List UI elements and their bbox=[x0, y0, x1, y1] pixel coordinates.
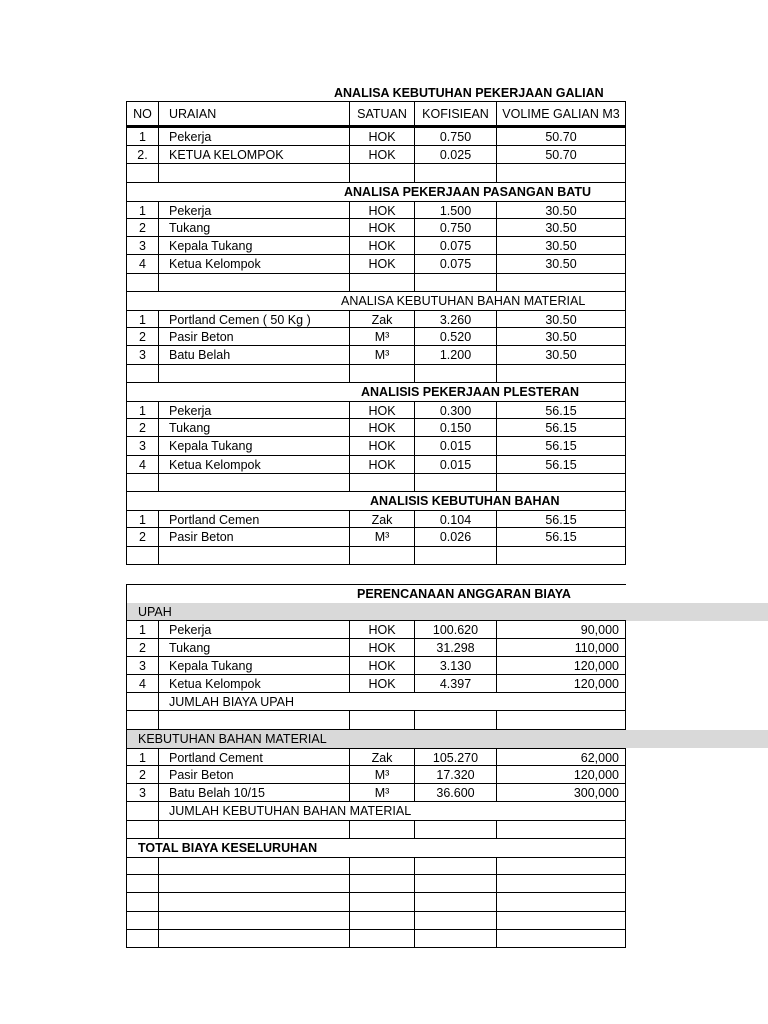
table-cell[interactable] bbox=[349, 893, 414, 911]
table-cell[interactable]: KETUA KELOMPOK bbox=[158, 146, 349, 164]
table-cell[interactable]: HOK bbox=[349, 456, 414, 474]
table-cell[interactable]: 105.270 bbox=[414, 748, 496, 766]
table-cell[interactable]: 3 bbox=[126, 657, 158, 675]
table-cell[interactable] bbox=[414, 930, 496, 948]
table-cell[interactable]: HOK bbox=[349, 201, 414, 219]
table-cell[interactable]: HOK bbox=[349, 675, 414, 693]
table-cell[interactable] bbox=[158, 274, 349, 292]
table-cell[interactable] bbox=[496, 893, 626, 911]
table-cell[interactable]: Zak bbox=[349, 748, 414, 766]
table-cell[interactable]: 1 bbox=[126, 748, 158, 766]
table-row bbox=[126, 547, 626, 565]
table-cell[interactable] bbox=[158, 857, 349, 875]
table-cell[interactable]: 0.104 bbox=[414, 510, 496, 528]
table-cell[interactable] bbox=[496, 274, 626, 292]
table-row bbox=[126, 419, 626, 437]
table-cell[interactable]: Ketua Kelompok bbox=[158, 255, 349, 273]
table-cell[interactable]: 1 bbox=[126, 201, 158, 219]
table-cell[interactable]: 1 bbox=[126, 620, 158, 638]
table-cell[interactable] bbox=[349, 875, 414, 893]
table-cell[interactable]: M³ bbox=[349, 528, 414, 546]
table-row bbox=[126, 912, 626, 930]
table-cell[interactable]: 120,000 bbox=[496, 657, 626, 675]
table-cell[interactable]: 3 bbox=[126, 437, 158, 455]
table-cell[interactable] bbox=[349, 711, 414, 729]
table-cell[interactable]: 110,000 bbox=[496, 639, 626, 657]
table-cell[interactable]: JUMLAH BIAYA UPAH bbox=[158, 693, 626, 711]
bahan-title: ANALISIS KEBUTUHAN BAHAN bbox=[370, 494, 560, 508]
table-cell[interactable]: M³ bbox=[349, 328, 414, 346]
table-cell[interactable] bbox=[158, 875, 349, 893]
table-cell[interactable]: KOFISIEAN bbox=[414, 101, 496, 128]
table-cell[interactable] bbox=[496, 821, 626, 839]
table-row bbox=[126, 474, 626, 492]
table-cell[interactable]: 2 bbox=[126, 639, 158, 657]
table-cell[interactable]: Zak bbox=[349, 510, 414, 528]
table-cell[interactable]: 4 bbox=[126, 255, 158, 273]
table-cell[interactable]: 1.200 bbox=[414, 346, 496, 364]
table-header bbox=[126, 101, 626, 128]
table-row bbox=[126, 310, 626, 328]
table-cell[interactable]: 30.50 bbox=[496, 346, 626, 364]
table-cell[interactable] bbox=[349, 821, 414, 839]
table-cell[interactable]: 2 bbox=[126, 219, 158, 237]
table-cell[interactable]: Kepala Tukang bbox=[158, 437, 349, 455]
table-row bbox=[126, 255, 626, 273]
material-label: KEBUTUHAN BAHAN MATERIAL bbox=[138, 732, 327, 747]
table-cell[interactable]: Tukang bbox=[158, 639, 349, 657]
table-cell[interactable] bbox=[349, 857, 414, 875]
table-cell[interactable]: Kepala Tukang bbox=[158, 237, 349, 255]
table-cell[interactable]: M³ bbox=[349, 766, 414, 784]
table-cell[interactable] bbox=[126, 802, 158, 820]
table-cell[interactable]: 36.600 bbox=[414, 784, 496, 802]
table-cell[interactable]: 0.025 bbox=[414, 146, 496, 164]
material-row-border bbox=[126, 730, 626, 748]
table-row bbox=[126, 675, 626, 693]
table-cell[interactable]: 30.50 bbox=[496, 237, 626, 255]
table-cell[interactable]: Tukang bbox=[158, 219, 349, 237]
table-cell[interactable] bbox=[414, 893, 496, 911]
table-cell[interactable] bbox=[126, 547, 158, 565]
table-cell[interactable]: 2. bbox=[126, 146, 158, 164]
table-cell[interactable]: 4 bbox=[126, 675, 158, 693]
table-cell[interactable]: 56.15 bbox=[496, 419, 626, 437]
table-cell[interactable]: Kepala Tukang bbox=[158, 657, 349, 675]
table-cell[interactable] bbox=[126, 857, 158, 875]
table-cell[interactable] bbox=[126, 893, 158, 911]
table-cell[interactable] bbox=[349, 912, 414, 930]
table-row bbox=[126, 401, 626, 419]
table-cell[interactable] bbox=[496, 875, 626, 893]
table-cell[interactable] bbox=[158, 365, 349, 383]
table-cell[interactable]: 120,000 bbox=[496, 675, 626, 693]
table-cell[interactable]: 2 bbox=[126, 528, 158, 546]
table-row bbox=[126, 164, 626, 182]
table-cell[interactable]: 30.50 bbox=[496, 255, 626, 273]
table-cell[interactable]: 1 bbox=[126, 128, 158, 146]
table-cell[interactable]: Ketua Kelompok bbox=[158, 675, 349, 693]
table-cell[interactable]: Batu Belah bbox=[158, 346, 349, 364]
upah-row-border bbox=[126, 602, 626, 620]
table-cell[interactable]: 50.70 bbox=[496, 128, 626, 146]
table-cell[interactable]: Pasir Beton bbox=[158, 766, 349, 784]
table-cell[interactable] bbox=[414, 547, 496, 565]
table-cell[interactable]: 56.15 bbox=[496, 437, 626, 455]
table-row bbox=[126, 437, 626, 455]
table-cell[interactable] bbox=[158, 474, 349, 492]
anggaran-title: PERENCANAAN ANGGARAN BIAYA bbox=[357, 586, 571, 601]
table-cell[interactable]: 90,000 bbox=[496, 620, 626, 638]
table-cell[interactable]: 0.015 bbox=[414, 437, 496, 455]
table-cell[interactable] bbox=[414, 365, 496, 383]
table-cell[interactable] bbox=[496, 912, 626, 930]
jumlah-upah-row bbox=[126, 693, 626, 711]
table-cell[interactable] bbox=[496, 857, 626, 875]
table-row bbox=[126, 857, 626, 875]
table-cell[interactable]: HOK bbox=[349, 128, 414, 146]
table-row bbox=[126, 510, 626, 528]
table-cell[interactable]: Pekerja bbox=[158, 620, 349, 638]
table-cell[interactable]: 0.750 bbox=[414, 128, 496, 146]
table-cell[interactable]: 62,000 bbox=[496, 748, 626, 766]
table-cell[interactable]: 1 bbox=[126, 310, 158, 328]
table-cell[interactable] bbox=[158, 711, 349, 729]
table-cell[interactable] bbox=[349, 547, 414, 565]
table-cell[interactable] bbox=[349, 930, 414, 948]
table-row bbox=[126, 128, 626, 146]
table-cell[interactable] bbox=[496, 164, 626, 182]
table-cell[interactable]: Ketua Kelompok bbox=[158, 456, 349, 474]
table-cell[interactable] bbox=[496, 930, 626, 948]
table-cell[interactable]: HOK bbox=[349, 437, 414, 455]
table-cell[interactable]: 56.15 bbox=[496, 456, 626, 474]
table-cell[interactable] bbox=[126, 711, 158, 729]
table-cell[interactable]: 0.015 bbox=[414, 456, 496, 474]
jumlah-material-row bbox=[126, 802, 626, 820]
table-cell[interactable]: Portland Cemen bbox=[158, 510, 349, 528]
table-cell[interactable]: JUMLAH KEBUTUHAN BAHAN MATERIAL bbox=[158, 802, 626, 820]
table-cell[interactable] bbox=[126, 274, 158, 292]
table-cell[interactable]: Zak bbox=[349, 310, 414, 328]
table-cell[interactable]: HOK bbox=[349, 639, 414, 657]
table-cell[interactable] bbox=[126, 474, 158, 492]
table-row bbox=[126, 784, 626, 802]
table-row bbox=[126, 930, 626, 948]
table-cell[interactable]: 100.620 bbox=[414, 620, 496, 638]
table-cell[interactable]: 0.150 bbox=[414, 419, 496, 437]
table-cell[interactable]: 50.70 bbox=[496, 146, 626, 164]
table-row bbox=[126, 620, 626, 638]
table-cell[interactable] bbox=[126, 693, 158, 711]
table-cell[interactable] bbox=[126, 875, 158, 893]
table-cell[interactable]: HOK bbox=[349, 657, 414, 675]
table-cell[interactable]: 2 bbox=[126, 419, 158, 437]
table-row bbox=[126, 639, 626, 657]
table-cell[interactable] bbox=[126, 365, 158, 383]
table-cell[interactable]: 1 bbox=[126, 510, 158, 528]
table-cell[interactable] bbox=[158, 912, 349, 930]
table-cell[interactable]: HOK bbox=[349, 401, 414, 419]
table-cell[interactable]: Portland Cemen ( 50 Kg ) bbox=[158, 310, 349, 328]
table-cell[interactable]: Pekerja bbox=[158, 401, 349, 419]
table-cell[interactable] bbox=[349, 274, 414, 292]
table-cell[interactable]: 300,000 bbox=[496, 784, 626, 802]
table-cell[interactable] bbox=[414, 875, 496, 893]
table-row bbox=[126, 766, 626, 784]
table-cell[interactable]: 0.750 bbox=[414, 219, 496, 237]
table-cell[interactable] bbox=[496, 711, 626, 729]
table-cell[interactable]: 30.50 bbox=[496, 201, 626, 219]
table-cell[interactable]: 120,000 bbox=[496, 766, 626, 784]
table-row bbox=[126, 365, 626, 383]
table-row bbox=[126, 893, 626, 911]
table-row bbox=[126, 274, 626, 292]
table-cell[interactable] bbox=[126, 821, 158, 839]
table-cell[interactable]: HOK bbox=[349, 620, 414, 638]
table-cell[interactable] bbox=[414, 274, 496, 292]
table-cell[interactable]: M³ bbox=[349, 346, 414, 364]
plester-title: ANALISIS PEKERJAAN PLESTERAN bbox=[361, 384, 580, 399]
table-row bbox=[126, 346, 626, 364]
table-cell[interactable]: HOK bbox=[349, 419, 414, 437]
material-title: ANALISA KEBUTUHAN BAHAN MATERIAL bbox=[341, 293, 586, 308]
table-cell[interactable]: 3.260 bbox=[414, 310, 496, 328]
table-cell[interactable]: HOK bbox=[349, 237, 414, 255]
table-row bbox=[126, 237, 626, 255]
table-cell[interactable]: VOLIME GALIAN M3 bbox=[496, 101, 626, 128]
table-cell[interactable]: NO bbox=[126, 101, 158, 128]
table-cell[interactable] bbox=[126, 164, 158, 182]
table-cell[interactable]: SATUAN bbox=[349, 101, 414, 128]
table-cell[interactable]: 56.15 bbox=[496, 401, 626, 419]
table-cell[interactable] bbox=[414, 474, 496, 492]
table-cell[interactable] bbox=[349, 365, 414, 383]
table-cell[interactable]: 17.320 bbox=[414, 766, 496, 784]
table-cell[interactable]: HOK bbox=[349, 255, 414, 273]
table-row bbox=[126, 528, 626, 546]
table-cell[interactable]: Pasir Beton bbox=[158, 328, 349, 346]
table-cell[interactable] bbox=[414, 857, 496, 875]
table-cell[interactable]: 3.130 bbox=[414, 657, 496, 675]
table-cell[interactable]: 4 bbox=[126, 456, 158, 474]
table-row bbox=[126, 711, 626, 729]
table-cell[interactable]: 4.397 bbox=[414, 675, 496, 693]
table-cell[interactable] bbox=[158, 164, 349, 182]
table-row bbox=[126, 328, 626, 346]
table-row bbox=[126, 657, 626, 675]
table-cell[interactable]: 2 bbox=[126, 328, 158, 346]
table-cell[interactable] bbox=[414, 821, 496, 839]
table-cell[interactable]: HOK bbox=[349, 146, 414, 164]
table-cell[interactable] bbox=[496, 365, 626, 383]
table-cell[interactable]: 0.075 bbox=[414, 255, 496, 273]
upah-label: UPAH bbox=[138, 604, 172, 619]
table-cell[interactable]: 30.50 bbox=[496, 328, 626, 346]
total-label: TOTAL BIAYA KESELURUHAN bbox=[138, 840, 318, 855]
table-cell[interactable]: 3 bbox=[126, 237, 158, 255]
table-cell[interactable]: 56.15 bbox=[496, 528, 626, 546]
galian-title: ANALISA KEBUTUHAN PEKERJAAN GALIAN bbox=[334, 86, 604, 100]
table-cell[interactable] bbox=[414, 164, 496, 182]
table-cell[interactable]: 30.50 bbox=[496, 219, 626, 237]
table-cell[interactable]: HOK bbox=[349, 219, 414, 237]
table-cell[interactable]: 0.520 bbox=[414, 328, 496, 346]
table-cell[interactable]: 0.300 bbox=[414, 401, 496, 419]
table-cell[interactable] bbox=[414, 711, 496, 729]
table-cell[interactable]: M³ bbox=[349, 784, 414, 802]
table-row bbox=[126, 748, 626, 766]
table-cell[interactable]: Pasir Beton bbox=[158, 528, 349, 546]
batu-title: ANALISA PEKERJAAN PASANGAN BATU bbox=[344, 184, 592, 199]
table-row bbox=[126, 146, 626, 164]
table-cell[interactable]: 2 bbox=[126, 766, 158, 784]
table-row bbox=[126, 201, 626, 219]
table-cell[interactable]: 30.50 bbox=[496, 310, 626, 328]
table-cell[interactable]: 3 bbox=[126, 784, 158, 802]
table-cell[interactable] bbox=[126, 930, 158, 948]
table-cell[interactable]: 1.500 bbox=[414, 201, 496, 219]
table-row bbox=[126, 875, 626, 893]
table-cell[interactable]: Portland Cement bbox=[158, 748, 349, 766]
table-cell[interactable] bbox=[496, 547, 626, 565]
table-row bbox=[126, 219, 626, 237]
table-cell[interactable]: Pekerja bbox=[158, 201, 349, 219]
table-cell[interactable] bbox=[158, 821, 349, 839]
table-cell[interactable]: 56.15 bbox=[496, 510, 626, 528]
table-cell[interactable] bbox=[414, 912, 496, 930]
table-row bbox=[126, 456, 626, 474]
table-cell[interactable] bbox=[158, 930, 349, 948]
table-cell[interactable] bbox=[496, 474, 626, 492]
table-cell[interactable]: Tukang bbox=[158, 419, 349, 437]
table-cell[interactable] bbox=[349, 164, 414, 182]
table-cell[interactable]: 0.075 bbox=[414, 237, 496, 255]
table-cell[interactable]: URAIAN bbox=[158, 101, 349, 128]
table-cell[interactable] bbox=[349, 474, 414, 492]
table-cell[interactable] bbox=[126, 912, 158, 930]
table-cell[interactable]: 0.026 bbox=[414, 528, 496, 546]
table-cell[interactable]: Batu Belah 10/15 bbox=[158, 784, 349, 802]
table-cell[interactable]: 31.298 bbox=[414, 639, 496, 657]
table-cell[interactable]: 3 bbox=[126, 346, 158, 364]
table-row bbox=[126, 821, 626, 839]
table-cell[interactable] bbox=[158, 893, 349, 911]
table-cell[interactable]: 1 bbox=[126, 401, 158, 419]
table-cell[interactable] bbox=[158, 547, 349, 565]
table-cell[interactable]: Pekerja bbox=[158, 128, 349, 146]
